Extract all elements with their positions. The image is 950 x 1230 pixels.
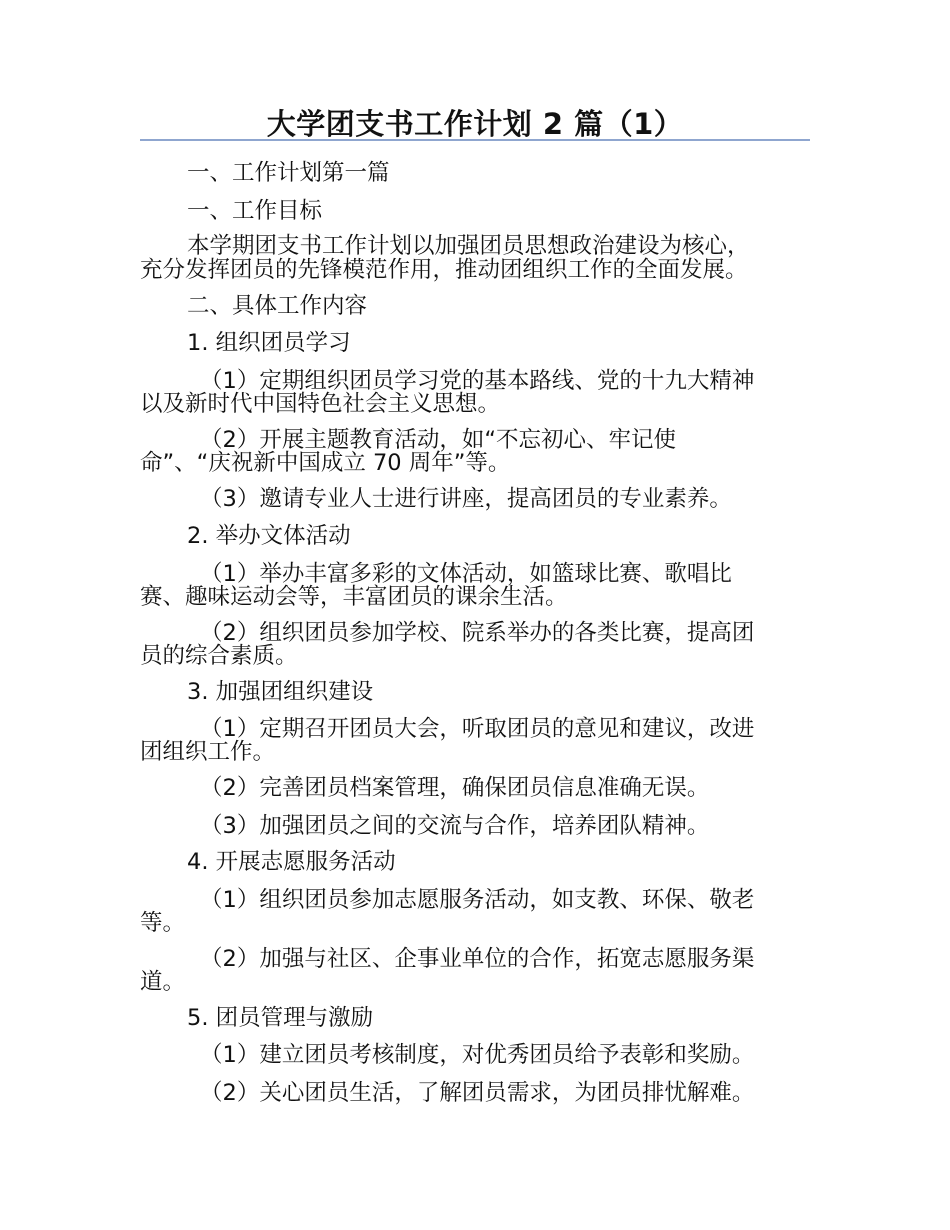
paragraph-line: （1）建立团员考核制度，对优秀团员给予表彰和奖励。 xyxy=(200,1042,755,1068)
paragraph-line: 员的综合素质。 xyxy=(140,643,298,669)
section-heading: 一、工作计划第一篇 xyxy=(187,160,390,186)
subsection-heading: 2. 举办文体活动 xyxy=(187,523,351,549)
subsection-heading: 5. 团员管理与激励 xyxy=(187,1005,374,1031)
paragraph-line: （3）加强团员之间的交流与合作，培养团队精神。 xyxy=(200,813,710,839)
paragraph-line: （1）组织团员参加志愿服务活动，如支教、环保、敬老 xyxy=(200,887,755,913)
subsection-heading: 3. 加强团组织建设 xyxy=(187,679,374,705)
paragraph-line: 以及新时代中国特色社会主义思想。 xyxy=(140,391,501,417)
paragraph-line: （2）关心团员生活，了解团员需求，为团员排忧解难。 xyxy=(200,1080,755,1106)
paragraph-line: （1）定期召开团员大会，听取团员的意见和建议，改进 xyxy=(200,716,755,742)
document-title: 大学团支书工作计划 2 篇（1） xyxy=(266,107,684,141)
paragraph-line: （2）完善团员档案管理，确保团员信息准确无误。 xyxy=(200,775,710,801)
paragraph-line: （1）举办丰富多彩的文体活动，如篮球比赛、歌唱比 xyxy=(200,561,732,587)
section-heading: 二、具体工作内容 xyxy=(187,293,368,319)
title-underline xyxy=(140,139,810,141)
section-heading: 一、工作目标 xyxy=(187,198,323,224)
paragraph-line: 充分发挥团员的先锋模范作用，推动团组织工作的全面发展。 xyxy=(140,257,748,283)
paragraph-line: 道。 xyxy=(140,969,186,995)
paragraph-line: （1）定期组织团员学习党的基本路线、党的十九大精神 xyxy=(200,368,755,394)
paragraph-line: 赛、趣味运动会等，丰富团员的课余生活。 xyxy=(140,584,568,610)
paragraph-line: 等。 xyxy=(140,910,186,936)
subsection-heading: 4. 开展志愿服务活动 xyxy=(187,849,396,875)
paragraph-line: （2）组织团员参加学校、院系举办的各类比赛，提高团 xyxy=(200,620,755,646)
subsection-heading: 1. 组织团员学习 xyxy=(187,330,351,356)
paragraph-line: 本学期团支书工作计划以加强团员思想政治建设为核心， xyxy=(187,233,750,259)
paragraph-line: 命”、“庆祝新中国成立 70 周年”等。 xyxy=(140,450,511,476)
paragraph-line: （3）邀请专业人士进行讲座，提高团员的专业素养。 xyxy=(200,486,732,512)
paragraph-line: （2）开展主题教育活动，如“不忘初心、牢记使 xyxy=(200,427,676,453)
paragraph-line: 团组织工作。 xyxy=(140,739,276,765)
paragraph-line: （2）加强与社区、企事业单位的合作，拓宽志愿服务渠 xyxy=(200,946,755,972)
